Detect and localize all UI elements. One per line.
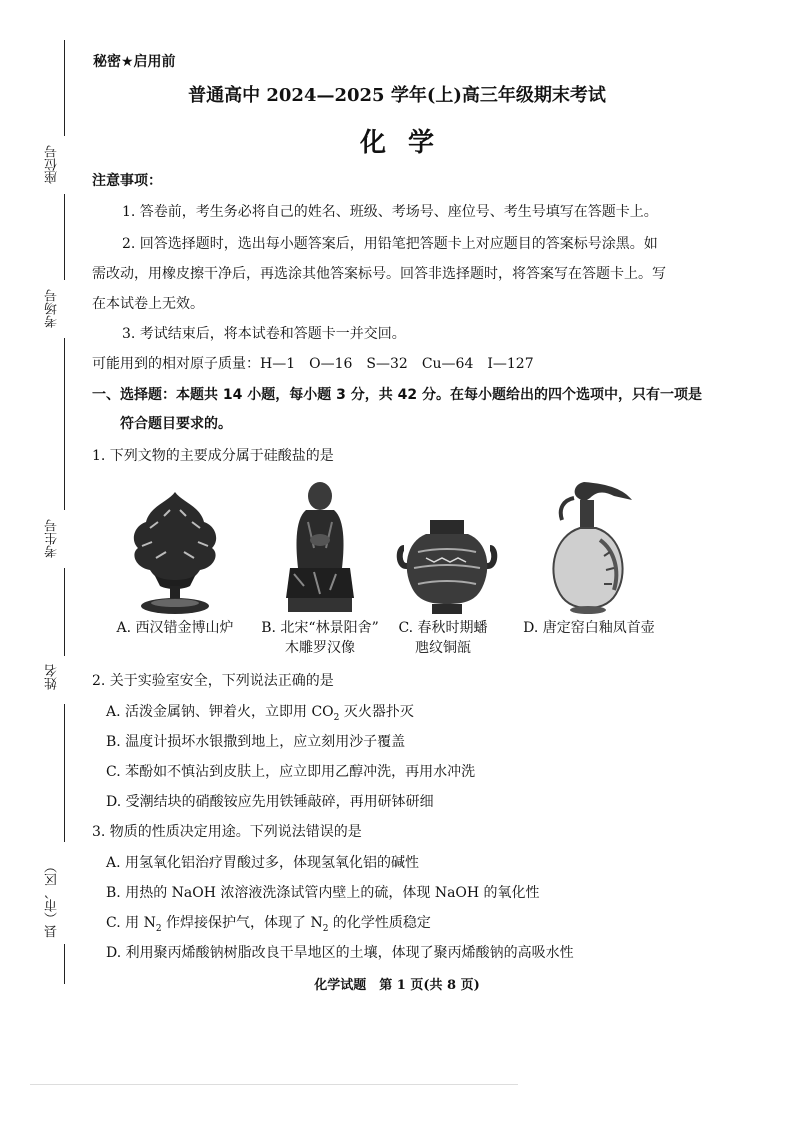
- incense-burner-image: [120, 488, 230, 616]
- option-text: 的化学性质稳定: [328, 915, 431, 931]
- seat-number-label: 座位号: [45, 145, 60, 184]
- question-2-stem: 2. 关于实验室安全，下列说法正确的是: [92, 673, 334, 689]
- question-3-option-a: A. 用氢氧化铝治疗胃酸过多，体现氢氧化铝的碱性: [106, 855, 420, 871]
- option-caption-line: A. 西汉错金博山炉: [116, 620, 234, 636]
- exam-title: 普通高中 2024—2025 学年(上)高三年级期末考试: [188, 85, 606, 106]
- option-d-caption: [510, 618, 668, 638]
- option-c-caption: [380, 618, 506, 658]
- exam-room-label: 考场号: [45, 289, 60, 328]
- notice-item: 2. 回答选择题时，选出每小题答案后，用铅笔把答题卡上对应题目的答案标号涂黑。如: [122, 236, 658, 252]
- wooden-arhat-statue-image: [284, 478, 356, 616]
- student-id-label: 考生号: [45, 519, 60, 558]
- section-heading: 符合题目要求的。: [120, 416, 232, 432]
- option-text: 灭火器扑灭: [339, 704, 414, 720]
- option-caption-line: C. 春秋时期蟠: [398, 620, 488, 636]
- question-3-option-b: B. 用热的 NaOH 浓溶液洗涤试管内壁上的硫，体现 NaOH 的氧化性: [106, 885, 540, 901]
- question-3-option-c: [106, 914, 431, 938]
- option-caption-line: D. 唐定窑白釉凤首壶: [523, 620, 655, 636]
- question-2-option-b: B. 温度计损坏水银撒到地上，应立刻用沙子覆盖: [106, 734, 406, 750]
- option-text: 作焊接保护气，体现了 N: [161, 915, 323, 931]
- option-caption-line: 木雕罗汉像: [285, 640, 355, 656]
- question-2-option-d: D. 受潮结块的硝酸铵应先用铁锤敲碎，再用研钵研细: [106, 794, 434, 810]
- option-text: C. 用 N: [106, 915, 156, 931]
- question-3-stem: 3. 物质的性质决定用途。下列说法错误的是: [92, 824, 362, 840]
- county-label: 县（市、区）: [45, 860, 60, 938]
- margin-line: [64, 194, 65, 280]
- option-b-caption: [250, 618, 390, 658]
- subscript: 2: [322, 923, 329, 934]
- option-caption-line: 虺纹铜瓿: [415, 640, 471, 656]
- question-2-option-a: [106, 703, 414, 727]
- subject-title: 化学: [359, 128, 456, 158]
- section-heading: 一、选择题：本题共 14 小题，每小题 3 分，共 42 分。在每小题给出的四个选项中，只有一项是: [92, 387, 702, 403]
- question-3-option-d: D. 利用聚丙烯酸钠树脂改良干旱地区的土壤，体现了聚丙烯酸钠的高吸水性: [106, 945, 574, 961]
- notice-item: 在本试卷上无效。: [92, 296, 204, 312]
- margin-line: [64, 704, 65, 842]
- margin-line: [64, 568, 65, 656]
- question-2-option-c: C. 苯酚如不慎沾到皮肤上，应立即用乙醇冲洗，再用水冲洗: [106, 764, 476, 780]
- notice-item: 需改动，用橡皮擦干净后，再选涂其他答案标号。回答非选择题时，将答案写在答题卡上。写: [92, 266, 666, 282]
- page-footer: 化学试题 第 1 页(共 8 页): [314, 978, 480, 993]
- question-1-stem: 1. 下列文物的主要成分属于硅酸盐的是: [92, 448, 334, 464]
- phoenix-head-ewer-image: [544, 480, 636, 616]
- confidential-mark: 秘密★启用前: [93, 54, 176, 70]
- divider: [30, 1084, 518, 1085]
- notice-item: 1. 答卷前，考生务必将自己的姓名、班级、考场号、座位号、考生号填写在答题卡上。: [122, 204, 658, 220]
- notice-heading: 注意事项：: [92, 173, 162, 189]
- subscript: 2: [333, 712, 340, 723]
- subscript: 2: [155, 923, 162, 934]
- name-label: 姓名: [45, 664, 60, 690]
- bronze-vessel-image: [396, 518, 498, 618]
- atomic-masses: 可能用到的相对原子质量：H—1 O—16 S—32 Cu—64 I—127: [92, 356, 534, 372]
- notice-item: 3. 考试结束后，将本试卷和答题卡一并交回。: [122, 326, 406, 342]
- margin-line: [64, 338, 65, 510]
- option-caption-line: B. 北宋“林景阳舍”: [261, 620, 379, 636]
- option-a-caption: [102, 618, 248, 638]
- option-text: A. 活泼金属钠、钾着火，立即用 CO: [106, 704, 334, 720]
